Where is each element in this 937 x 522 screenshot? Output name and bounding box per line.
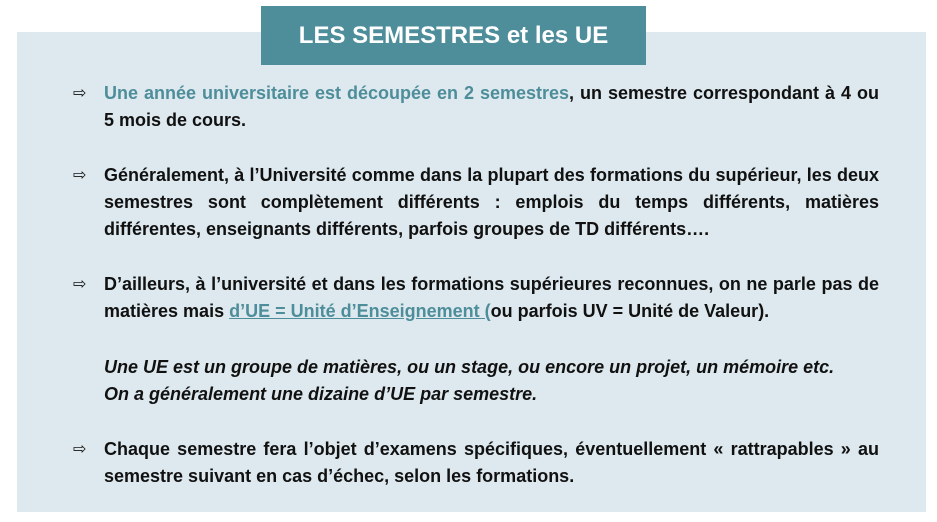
list-item: Chaque semestre fera l’objet d’examens spécifiques, éventuellement « rattrapables » au semestre suivant en cas d’échec, selon les formations.: [104, 439, 879, 486]
arrow-bullet-icon: ⇨: [73, 167, 87, 184]
list-item: [104, 271, 879, 325]
italic-line: Une UE est un groupe de matières, ou un stage, ou encore un projet, un mémoire etc.: [104, 357, 835, 377]
arrow-bullet-icon: ⇨: [73, 276, 87, 293]
list-item: [104, 80, 879, 134]
item-text: , un semestre correspondant à 4 ou 5 mois de cours.: [104, 83, 879, 130]
ue-link[interactable]: d’UE = Unité d’Enseignement (: [229, 301, 491, 321]
item-text: D’ailleurs, à l’université et dans les formations supérieures reconnues, on ne parle pas de matières mais: [104, 274, 879, 321]
italic-line: On a généralement une dizaine d’UE par semestre.: [104, 384, 538, 404]
item-text: ou parfois UV = Unité de Valeur).: [490, 301, 770, 321]
italic-note: [104, 354, 879, 408]
page-title: LES SEMESTRES et les UE: [261, 6, 646, 65]
list-item: Généralement, à l’Université comme dans la plupart des formations du supérieur, les deux semestres sont complètement différents : emplois du temps différents, matières différentes, enseignants différents, parfois groupes de TD différents….: [104, 165, 879, 239]
highlight-text: Une année universitaire est découpée en 2 semestres: [104, 83, 570, 103]
arrow-bullet-icon: ⇨: [73, 85, 87, 102]
arrow-bullet-icon: ⇨: [73, 441, 87, 458]
